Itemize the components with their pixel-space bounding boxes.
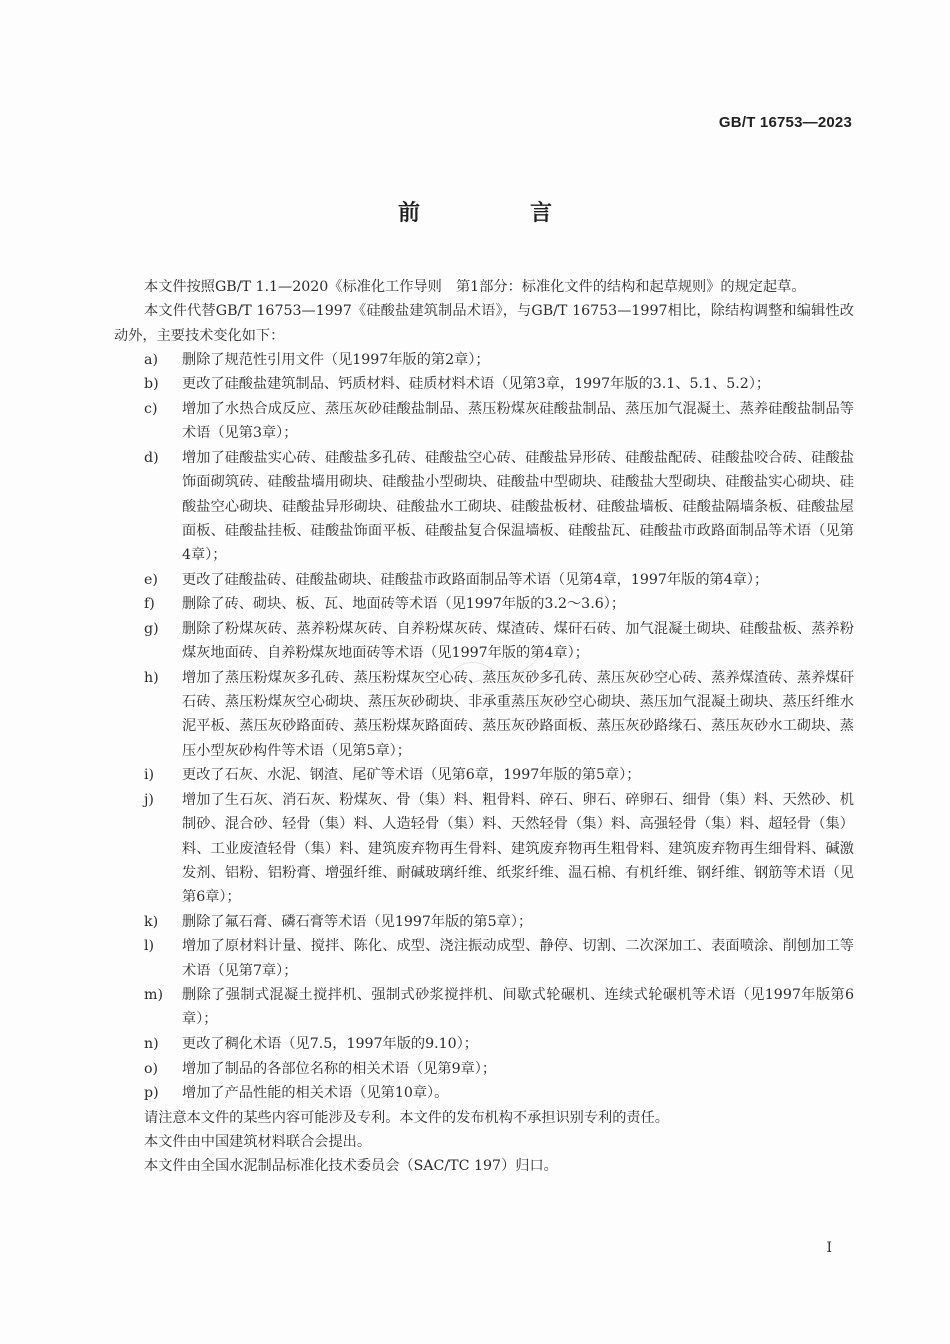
page-title: 前 言	[397, 201, 596, 226]
list-marker: j)	[144, 791, 154, 808]
list-marker: o)	[144, 1060, 159, 1077]
list-marker: f)	[144, 596, 155, 613]
list-item	[114, 983, 854, 1032]
list-item	[114, 1081, 854, 1105]
list-item	[114, 568, 854, 592]
list-item	[114, 666, 854, 763]
list-item-text: 增加了制品的各部位名称的相关术语（见第9章）；	[182, 1060, 497, 1077]
list-item-text: 删除了强制式混凝土搅拌机、强制式砂浆搅拌机、间歇式轮碾机、连续式轮碾机等术语（见1997年版第6章）；	[182, 987, 854, 1028]
list-item-text: 删除了砖、砌块、板、瓦、地面砖等术语（见1997年版的3.2～3.6）；	[182, 596, 626, 613]
list-item-text: 更改了石灰、水泥、钢渣、尾矿等术语（见第6章，1997年版的第5章）；	[182, 767, 641, 784]
list-item-text: 更改了硅酸盐砖、硅酸盐砌块、硅酸盐市政路面制品等术语（见第4章，1997年版的第4章）；	[182, 571, 769, 588]
list-item-text: 增加了原材料计量、搅拌、陈化、成型、浇注振动成型、静停、切割、二次深加工、表面喷涂、削刨加工等术语（见第7章）；	[182, 938, 854, 979]
list-marker: m)	[144, 987, 163, 1004]
list-marker: p)	[144, 1085, 159, 1102]
document-body	[114, 275, 854, 1179]
list-item	[114, 372, 854, 396]
list-item-text: 删除了氟石膏、磷石膏等术语（见1997年版的第5章）；	[182, 913, 533, 930]
list-marker: d)	[144, 449, 159, 466]
list-marker: n)	[144, 1036, 159, 1053]
list-marker: k)	[144, 913, 159, 930]
intro-paragraph: 本文件代替GB/T 16753—1997《硅酸盐建筑制品术语》，与GB/T 16753—1997相比，除结构调整和编辑性改动外，主要技术变化如下：	[114, 303, 854, 344]
list-item	[114, 788, 854, 909]
list-item-text: 增加了硅酸盐实心砖、硅酸盐多孔砖、硅酸盐空心砖、硅酸盐异形砖、硅酸盐配砖、硅酸盐咬合砖、硅酸盐饰面砌筑砖、硅酸盐墙用砌块、硅酸盐小型砌块、硅酸盐中型砌块、硅酸盐大型砌块、硅酸盐实心砌块、硅酸盐空心砌块、硅酸盐异形砌块、硅酸盐水工砌块、硅酸盐板材、硅酸盐墙板、硅酸盐隔墙条板、硅酸盐屋面板、硅酸盐挂板、硅酸盐饰面平板、硅酸盐复合保温墙板、硅酸盐瓦、硅酸盐市政路面制品等术语（见第4章）；	[182, 449, 854, 564]
list-item	[114, 934, 854, 983]
list-item-text: 增加了蒸压粉煤灰多孔砖、蒸压粉煤灰空心砖、蒸压灰砂多孔砖、蒸压灰砂空心砖、蒸养煤渣砖、蒸养煤矸石砖、蒸压粉煤灰空心砌块、蒸压灰砂砌块、非承重蒸压灰砂空心砌块、蒸压加气混凝土砌块、蒸压纤维水泥平板、蒸压灰砂路面砖、蒸压粉煤灰路面砖、蒸压灰砂路面板、蒸压灰砂路缘石、蒸压灰砂水工砌块、蒸压小型灰砂构件等术语（见第5章）；	[182, 669, 854, 759]
list-item	[114, 763, 854, 787]
list-marker: b)	[144, 376, 159, 393]
changes-list	[114, 348, 854, 1106]
list-item-text: 增加了生石灰、消石灰、粉煤灰、骨（集）料、粗骨料、碎石、卵石、碎卵石、细骨（集）料、天然砂、机制砂、混合砂、轻骨（集）料、人造轻骨（集）料、天然轻骨（集）料、高强轻骨（集）料、超轻骨（集）料、工业废渣轻骨（集）料、建筑废弃物再生骨料、建筑废弃物再生粗骨料、建筑废弃物再生细骨料、碱激发剂、铝粉、铝粉膏、增强纤维、耐碱玻璃纤维、纸浆纤维、温石棉、有机纤维、钢纤维、钢筋等术语（见第6章）；	[182, 791, 854, 906]
list-item	[114, 592, 854, 616]
list-marker: i)	[144, 767, 155, 784]
list-marker: h)	[144, 669, 159, 686]
closing-paragraph: 请注意本文件的某些内容可能涉及专利。本文件的发布机构不承担识别专利的责任。	[144, 1109, 669, 1126]
list-marker: l)	[144, 938, 155, 955]
standard-code: GB/T 16753—2023	[718, 114, 852, 131]
list-item-text: 增加了产品性能的相关术语（见第10章）。	[182, 1085, 449, 1102]
closing-paragraph: 本文件由中国建筑材料联合会提出。	[144, 1134, 372, 1151]
list-item	[114, 617, 854, 666]
list-item-text: 增加了水热合成反应、蒸压灰砂硅酸盐制品、蒸压粉煤灰硅酸盐制品、蒸压加气混凝土、蒸养硅酸盐制品等术语（见第3章）；	[182, 401, 854, 442]
list-item-text: 删除了粉煤灰砖、蒸养粉煤灰砖、自养粉煤灰砖、煤渣砖、煤矸石砖、加气混凝土砌块、硅酸盐板、蒸养粉煤灰地面砖、自养粉煤灰地面砖等术语（见1997年版的第4章）；	[182, 620, 854, 662]
list-item-text: 删除了规范性引用文件（见1997年版的第2章）；	[182, 351, 490, 368]
closing-paragraph: 本文件由全国水泥制品标准化技术委员会（SAC/TC 197）归口。	[144, 1158, 558, 1175]
list-item	[114, 446, 854, 567]
list-item	[114, 348, 854, 372]
list-item-text: 更改了稠化术语（见7.5，1997年版的9.10）；	[182, 1036, 478, 1053]
list-item	[114, 397, 854, 446]
intro-paragraph: 本文件按照GB/T 1.1—2020《标准化工作导则 第1部分：标准化文件的结构和起草规则》的规定起草。	[144, 279, 806, 295]
list-marker: e)	[144, 571, 158, 588]
page-number: I	[826, 1240, 832, 1256]
list-marker: g)	[144, 620, 159, 637]
list-item	[114, 910, 854, 934]
list-item	[114, 1057, 854, 1081]
list-marker: c)	[144, 401, 158, 418]
list-item	[114, 1032, 854, 1056]
list-marker: a)	[144, 351, 158, 368]
list-item-text: 更改了硅酸盐建筑制品、钙质材料、硅质材料术语（见第3章，1997年版的3.1、5.1、5.2）；	[182, 376, 771, 393]
